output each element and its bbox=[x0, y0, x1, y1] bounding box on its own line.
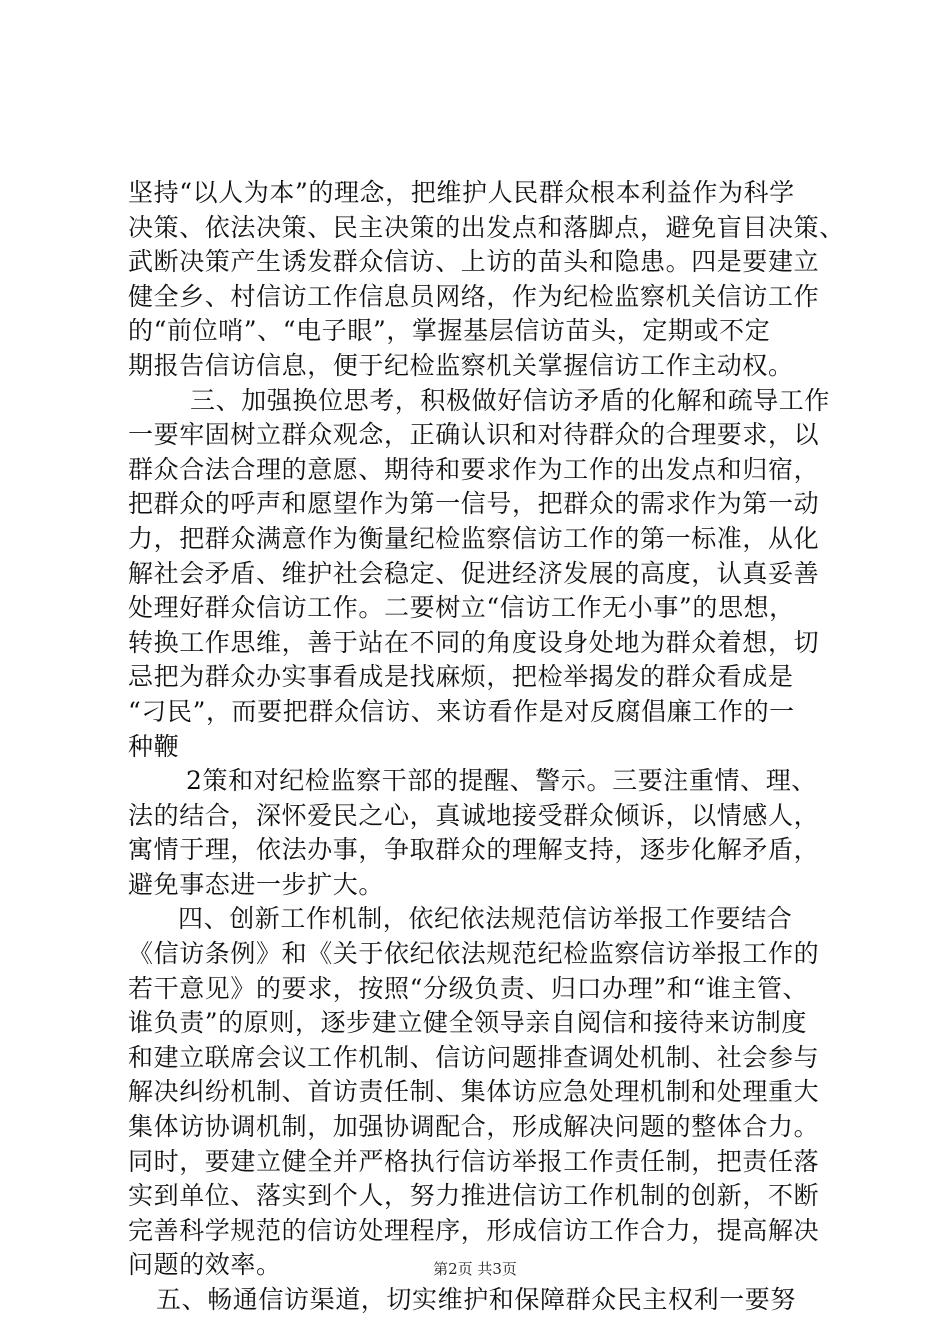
section-heading-4: 四、创新工作机制，依纪依法规范信访举报工作要结合 bbox=[178, 904, 793, 934]
page-footer: 第2页 共3页 bbox=[433, 1260, 517, 1278]
text-line: 问题的效率。 bbox=[128, 1250, 282, 1280]
text-line: 谁负责”的原则，逐步建立健全领导亲自阅信和接待来访制度 bbox=[128, 1008, 807, 1038]
text-line: 的“前位哨”、“电子眼”，掌握基层信访苗头，定期或不定 bbox=[128, 316, 771, 346]
text-line: 期报告信访信息，便于纪检监察机关掌握信访工作主动权。 bbox=[128, 350, 794, 380]
document-body bbox=[128, 176, 848, 1318]
text-line: 实到单位、落实到个人，努力推进信访工作机制的创新，不断 bbox=[128, 1181, 820, 1211]
text-line: 寓情于理，依法办事，争取群众的理解支持，逐步化解矛盾， bbox=[128, 835, 820, 865]
text-line: 《信访条例》和《关于依纪依法规范纪检监察信访举报工作的 bbox=[128, 939, 820, 969]
text-line: 群众合法合理的意愿、期待和要求作为工作的出发点和归宿， bbox=[128, 454, 820, 484]
text-line: 坚持“以人为本”的理念，把维护人民群众根本利益作为科学 bbox=[128, 178, 795, 207]
text-line: 武断决策产生诱发群众信访、上访的苗头和隐患。四是要建立 bbox=[128, 247, 820, 277]
section-heading-3: 三、加强换位思考，积极做好信访矛盾的化解和疏导工作 bbox=[190, 385, 831, 415]
text-line: 一要牢固树立群众观念，正确认识和对待群众的合理要求，以 bbox=[128, 420, 820, 450]
text-line: 避免事态进一步扩大。 bbox=[128, 869, 385, 899]
text-line: 决策、依法决策、民主决策的出发点和落脚点，避免盲目决策、 bbox=[128, 212, 845, 242]
section-heading-5: 五、畅通信访渠道，切实维护和保障群众民主权利一要努 bbox=[156, 1285, 797, 1314]
text-line: 和建立联席会议工作机制、信访问题排查调处机制、社会参与 bbox=[128, 1042, 820, 1072]
text-line: 转换工作思维，善于站在不同的角度设身处地为群众着想，切 bbox=[128, 627, 820, 657]
text-line: 处理好群众信访工作。二要树立“信访工作无小事”的思想， bbox=[128, 593, 795, 623]
text-line: 忌把为群众办实事看成是找麻烦，把检举揭发的群众看成是 bbox=[128, 662, 794, 692]
text-line: 把群众的呼声和愿望作为第一信号，把群众的需求作为第一动 bbox=[128, 489, 820, 519]
text-line: 健全乡、村信访工作信息员网络，作为纪检监察机关信访工作 bbox=[128, 281, 820, 311]
text-line: 解决纠纷机制、首访责任制、集体访应急处理机制和处理重大 bbox=[128, 1077, 820, 1107]
text-line: 若干意见》的要求，按照“分级负责、归口办理”和“谁主管、 bbox=[128, 973, 809, 1003]
text-line: 2策和对纪检监察干部的提醒、警示。三要注重情、理、 bbox=[186, 766, 817, 796]
text-line: 解社会矛盾、维护社会稳定、促进经济发展的高度，认真妥善 bbox=[128, 558, 820, 588]
text-line: 同时，要建立健全并严格执行信访举报工作责任制，把责任落 bbox=[128, 1146, 820, 1176]
text-line: 力，把群众满意作为衡量纪检监察信访工作的第一标准，从化 bbox=[128, 523, 820, 553]
text-line: 种鞭 bbox=[128, 731, 180, 761]
text-line: “刁民”，而要把群众信访、来访看作是对反腐倡廉工作的一 bbox=[128, 696, 795, 726]
text-line: 法的结合，深怀爱民之心，真诚地接受群众倾诉，以情感人， bbox=[128, 800, 820, 830]
text-line: 集体访协调机制，加强协调配合，形成解决问题的整体合力。 bbox=[128, 1112, 820, 1142]
text-line: 完善科学规范的信访处理程序，形成信访工作合力，提高解决 bbox=[128, 1215, 820, 1245]
